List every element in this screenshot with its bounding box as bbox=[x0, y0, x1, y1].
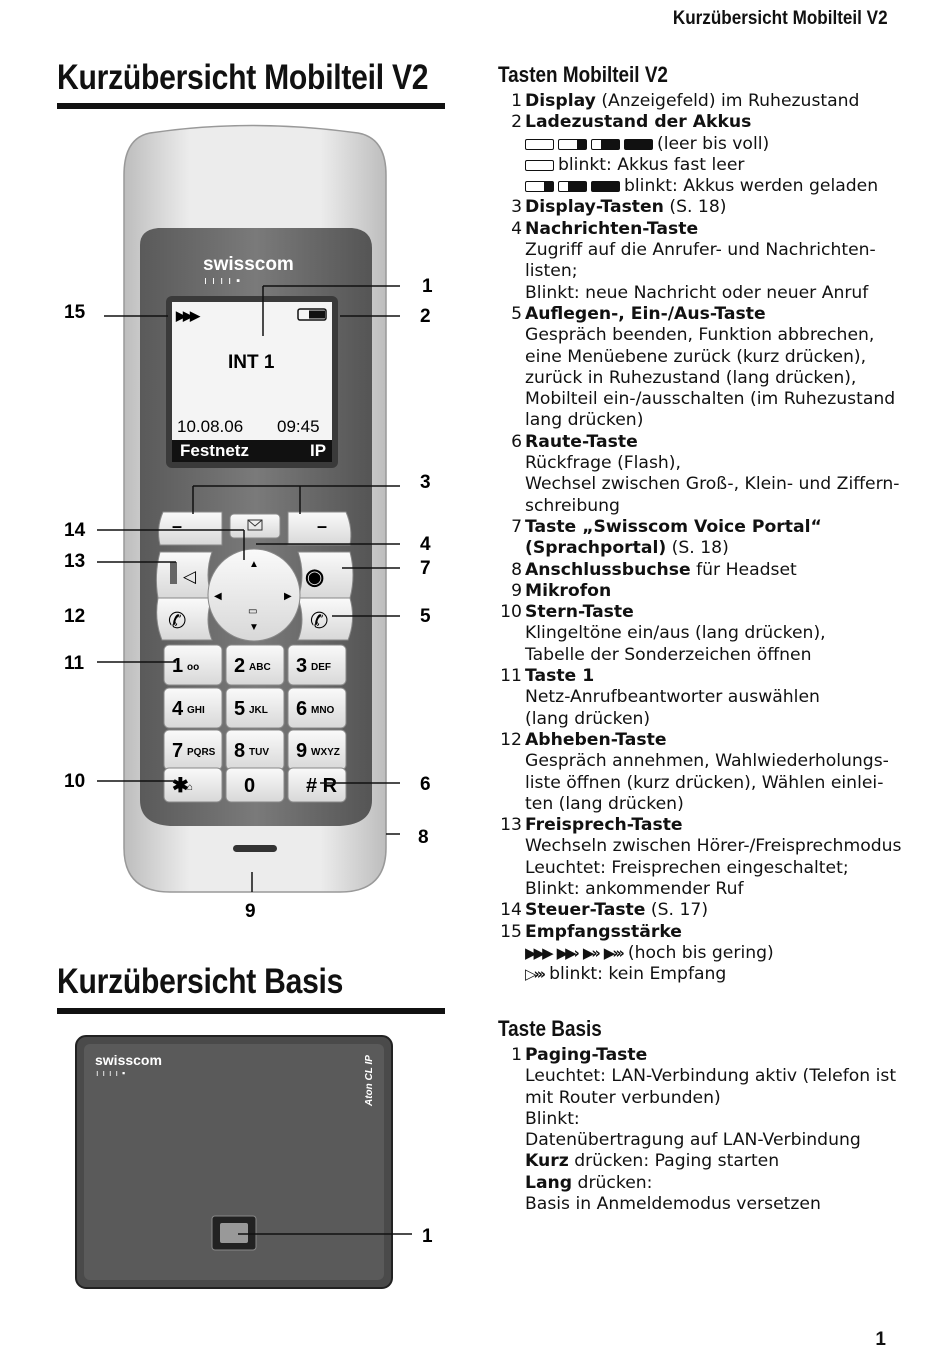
description-text: Blinkt: ankommender Ruf bbox=[525, 878, 744, 899]
list-item bbox=[498, 1045, 918, 1215]
battery-icon bbox=[558, 181, 587, 192]
description-text: (Anzeigefeld) im Ruhezustand bbox=[595, 91, 860, 111]
key-digit: 0 bbox=[244, 775, 256, 797]
description-text: blinkt: kein Empfang bbox=[549, 964, 727, 985]
item-number: 6 bbox=[511, 431, 522, 452]
bold-term: Abheben-Taste bbox=[525, 729, 667, 750]
description-text: Blinkt: bbox=[525, 1108, 580, 1129]
softkey-left bbox=[159, 512, 222, 545]
signal-icon: ▶››› bbox=[603, 943, 622, 962]
list-item bbox=[498, 581, 918, 602]
callout-6: 6 bbox=[420, 774, 431, 795]
handset-brand: swisscom bbox=[203, 254, 294, 275]
description-text: Gespräch beenden, Funktion abbrechen, bbox=[525, 325, 875, 346]
tasten-list bbox=[498, 91, 918, 985]
description-text: blinkt: Akkus fast leer bbox=[558, 154, 745, 175]
description-text: (S. 18) bbox=[663, 197, 727, 218]
description-text: Netz-Anrufbeantworter auswählen bbox=[525, 687, 820, 708]
key-digit: 4 bbox=[172, 698, 184, 720]
signal-icon: ▶›› bbox=[582, 943, 598, 962]
battery-icon bbox=[591, 139, 620, 150]
bold-term: Stern-Taste bbox=[525, 602, 634, 623]
item-number: 1 bbox=[511, 91, 522, 111]
basis-tasten-list bbox=[498, 1045, 918, 1215]
key-digit: 7 bbox=[172, 740, 184, 762]
callout-10: 10 bbox=[64, 771, 86, 792]
bold-term: Empfangsstärke bbox=[525, 921, 682, 942]
description-text: (leer bis voll) bbox=[657, 133, 770, 154]
description-text: listen; bbox=[525, 261, 578, 282]
description-text: Leuchtet: Freisprechen eingeschaltet; bbox=[525, 857, 849, 878]
bold-term: Taste „Swisscom Voice Portal“ bbox=[525, 516, 822, 537]
description-text: Blinkt: neue Nachricht oder neuer Anruf bbox=[525, 282, 869, 303]
signal-icon: ▶▶▶ bbox=[525, 943, 551, 962]
basis-title-rule bbox=[57, 1008, 445, 1014]
list-item bbox=[498, 432, 918, 517]
description-text: Datenübertragung auf LAN-Verbindung bbox=[525, 1130, 861, 1151]
list-item bbox=[498, 730, 918, 815]
battery-icon bbox=[525, 139, 554, 150]
lcd-date: 10.08.06 bbox=[177, 417, 244, 436]
description-text: Rückfrage (Flash), bbox=[525, 453, 681, 474]
list-item bbox=[498, 922, 918, 986]
basis-brand: swisscom bbox=[95, 1052, 162, 1068]
key-letters: TUV bbox=[249, 747, 269, 758]
description-text: lang drücken) bbox=[525, 410, 644, 431]
item-number: 7 bbox=[511, 516, 522, 537]
key-letters: GHI bbox=[187, 705, 205, 716]
bold-term: Raute-Taste bbox=[525, 431, 638, 452]
list-item bbox=[498, 602, 918, 666]
description-text: (lang drücken) bbox=[525, 708, 651, 729]
item-number: 11 bbox=[500, 666, 522, 687]
svg-text:▶: ▶ bbox=[284, 591, 292, 602]
basis-model: Aton CL IP bbox=[364, 1055, 375, 1106]
off-hook-icon: ✆ bbox=[168, 608, 187, 633]
key-letters: ⌂ bbox=[187, 782, 194, 793]
lips-icon: ◉ bbox=[305, 564, 325, 589]
description-text: Basis in Anmeldemodus versetzen bbox=[525, 1194, 821, 1215]
key-digit: 6 bbox=[296, 698, 308, 720]
basis-illustration bbox=[70, 1030, 450, 1295]
item-number: 5 bbox=[511, 303, 522, 324]
svg-text:–: – bbox=[317, 516, 328, 536]
bold-term: Kurz bbox=[525, 1151, 569, 1172]
basis-brand-stripes-icon: ıııı▪ bbox=[96, 1068, 130, 1078]
bold-term: Taste 1 bbox=[525, 666, 595, 687]
signal-icon: ▶▶› bbox=[556, 943, 577, 962]
callout-8: 8 bbox=[418, 827, 429, 848]
description-text: Gespräch annehmen, Wahlwiederholungs- bbox=[525, 751, 889, 772]
description-text: Leuchtet: LAN-Verbindung aktiv (Telefon ist bbox=[525, 1066, 897, 1087]
brand-stripes-icon: ıııı▪ bbox=[204, 275, 246, 287]
callout-9: 9 bbox=[245, 901, 256, 922]
bold-term: Auflegen-, Ein-/Aus-Taste bbox=[525, 303, 766, 324]
list-item bbox=[498, 517, 918, 560]
callout-1: 1 bbox=[422, 276, 433, 297]
list-item bbox=[498, 900, 918, 921]
key-digit: 9 bbox=[296, 740, 308, 762]
description-text: eine Menüebene zurück (kurz drücken), bbox=[525, 346, 867, 367]
svg-text:◀: ◀ bbox=[214, 591, 222, 602]
description-text: mit Router verbunden) bbox=[525, 1087, 721, 1108]
key-letters: JKL bbox=[249, 705, 268, 716]
key-digit: 2 bbox=[234, 655, 246, 677]
bold-term: Mikrofon bbox=[525, 580, 612, 601]
item-number: 3 bbox=[511, 197, 522, 218]
list-item bbox=[498, 560, 918, 581]
description-text: Wechseln zwischen Hörer-/Freisprechmodus bbox=[525, 836, 902, 857]
list-item bbox=[498, 219, 918, 304]
microphone-slot bbox=[233, 845, 277, 852]
lcd-softkey-right: IP bbox=[310, 441, 327, 460]
item-number: 10 bbox=[500, 602, 522, 623]
callout-11: 11 bbox=[64, 653, 85, 674]
battery-icon bbox=[525, 181, 554, 192]
lcd-softkey-left: Festnetz bbox=[180, 441, 249, 460]
callout-4: 4 bbox=[420, 534, 431, 555]
description-text: Wechsel zwischen Groß-, Klein- und Ziffern- bbox=[525, 474, 900, 495]
on-hook-icon: ✆ bbox=[310, 608, 329, 633]
svg-text:▼: ▼ bbox=[249, 622, 259, 633]
bold-term: (Sprachportal) bbox=[525, 538, 667, 559]
lcd-time: 09:45 bbox=[277, 417, 320, 436]
battery-icon bbox=[558, 139, 587, 150]
item-number: 15 bbox=[500, 921, 522, 942]
bold-term: Nachrichten-Taste bbox=[525, 218, 699, 239]
callout-5: 5 bbox=[420, 606, 431, 627]
description-text: (hoch bis gering) bbox=[627, 942, 774, 963]
item-number: 2 bbox=[511, 112, 522, 133]
lcd-line1: INT 1 bbox=[228, 352, 275, 373]
key-digit: 3 bbox=[296, 655, 308, 677]
book-icon: ▭ bbox=[248, 606, 258, 617]
handset-illustration bbox=[50, 120, 470, 930]
keypad bbox=[164, 645, 346, 802]
description-text: Mobilteil ein-/ausschalten (im Ruhezustand bbox=[525, 389, 896, 410]
key-digit: # R bbox=[306, 775, 338, 797]
key-letters: ABC bbox=[249, 662, 271, 673]
callout-12: 12 bbox=[64, 606, 86, 627]
bold-term: Display-Tasten bbox=[525, 197, 664, 218]
key-letters: WXYZ bbox=[311, 747, 340, 758]
key-digit: 8 bbox=[234, 740, 246, 762]
battery-icon bbox=[525, 160, 554, 171]
description-text: Zugriff auf die Anrufer- und Nachrichten- bbox=[525, 240, 876, 261]
description-text: drücken: bbox=[572, 1172, 653, 1193]
description-text: ten (lang drücken) bbox=[525, 793, 684, 814]
description-text: Klingeltöne ein/aus (lang drücken), bbox=[525, 623, 826, 644]
description-text: Tabelle der Sonderzeichen öffnen bbox=[525, 644, 812, 665]
callout-3: 3 bbox=[420, 472, 431, 493]
item-number: 14 bbox=[500, 900, 522, 921]
description-text: blinkt: Akkus werden geladen bbox=[624, 176, 879, 197]
tasten-heading: Tasten Mobilteil V2 bbox=[498, 62, 668, 87]
description-text: (S. 18) bbox=[666, 538, 729, 559]
list-item bbox=[498, 304, 918, 432]
key-digit: 5 bbox=[234, 698, 246, 720]
list-item bbox=[498, 666, 918, 730]
basis-heading: Taste Basis bbox=[498, 1016, 602, 1041]
list-item bbox=[498, 112, 918, 197]
battery-icon bbox=[591, 181, 620, 192]
svg-text:▲: ▲ bbox=[249, 559, 259, 570]
item-number: 4 bbox=[511, 218, 522, 239]
lcd-signal-icon: ▶▶▶ bbox=[176, 308, 197, 323]
page-number: 1 bbox=[875, 1329, 886, 1350]
bold-term: Freisprech-Taste bbox=[525, 815, 683, 836]
callout-14: 14 bbox=[64, 520, 86, 541]
key-digit: 1 bbox=[172, 655, 184, 677]
basis-title: Kurzübersicht Basis bbox=[57, 962, 344, 1001]
key-letters: DEF bbox=[311, 662, 331, 673]
key-letters: MNO bbox=[311, 705, 335, 716]
item-number: 12 bbox=[500, 729, 522, 750]
list-item bbox=[498, 91, 918, 112]
bold-term: Anschlussbuchse bbox=[525, 559, 691, 580]
list-item bbox=[498, 815, 918, 900]
key-digit: ✱ bbox=[172, 775, 189, 797]
description-text: (S. 17) bbox=[645, 900, 709, 921]
callout-15: 15 bbox=[64, 302, 86, 323]
callout-7: 7 bbox=[420, 558, 431, 579]
speaker-icon: ◁ bbox=[183, 567, 197, 586]
description-text: für Headset bbox=[690, 559, 797, 580]
bold-term: Display bbox=[525, 91, 596, 111]
list-item bbox=[498, 197, 918, 218]
item-number: 1 bbox=[511, 1045, 522, 1065]
battery-icon bbox=[624, 139, 653, 150]
description-text: zurück in Ruhezustand (lang drücken), bbox=[525, 367, 857, 388]
svg-text:–: – bbox=[172, 516, 183, 536]
signal-icon: ▷››› bbox=[525, 965, 544, 984]
title-rule bbox=[57, 103, 445, 109]
bold-term: Steuer-Taste bbox=[525, 900, 646, 921]
key-letters: oo bbox=[187, 662, 200, 673]
bold-term: Lang bbox=[525, 1172, 573, 1193]
lcd-screen bbox=[172, 302, 332, 462]
item-number: 13 bbox=[500, 815, 522, 836]
description-text: drücken: Paging starten bbox=[568, 1151, 780, 1172]
running-head: Kurzübersicht Mobilteil V2 bbox=[673, 8, 888, 29]
item-number: 8 bbox=[511, 559, 522, 580]
handset-title: Kurzübersicht Mobilteil V2 bbox=[57, 58, 429, 97]
item-number: 9 bbox=[511, 580, 522, 601]
bold-term: Paging-Taste bbox=[525, 1045, 648, 1065]
bold-term: Ladezustand der Akkus bbox=[525, 112, 752, 133]
callout-2: 2 bbox=[420, 306, 431, 327]
basis-callout-1: 1 bbox=[422, 1226, 433, 1247]
callout-13: 13 bbox=[64, 551, 86, 572]
description-text: liste öffnen (kurz drücken), Wählen einlei- bbox=[525, 772, 884, 793]
key-letters: PQRS bbox=[187, 747, 216, 758]
description-text: schreibung bbox=[525, 495, 620, 516]
